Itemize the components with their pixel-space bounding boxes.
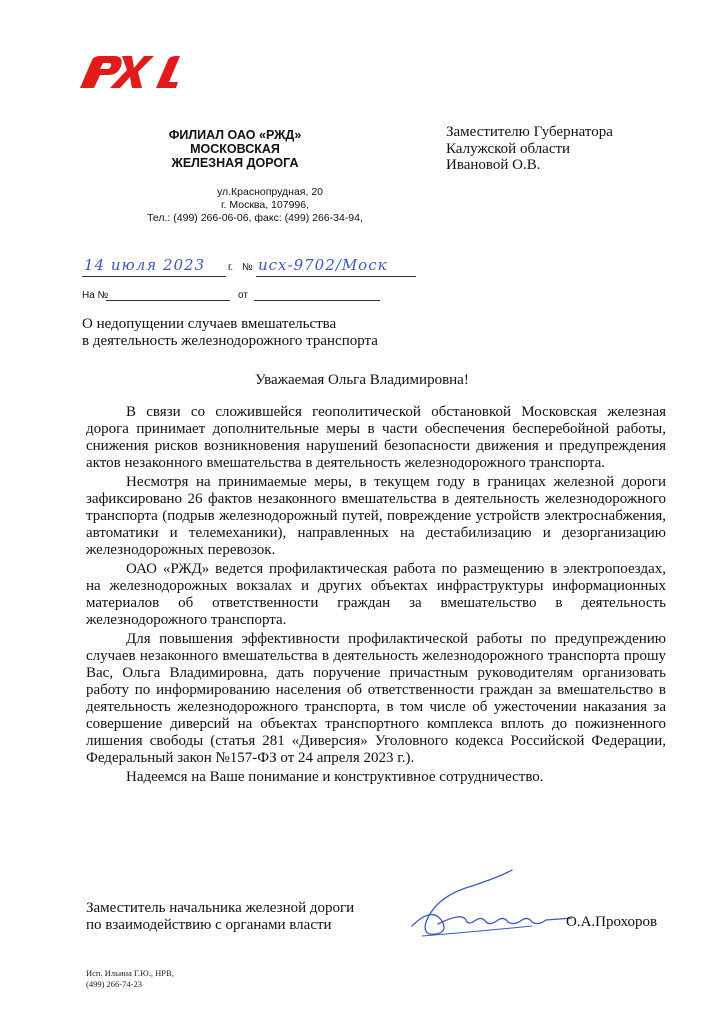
position-line-1: Заместитель начальника железной дороги (86, 900, 355, 916)
paragraph-2: Несмотря на принимаемые меры, в текущем году в границах железной дороги зафиксировано 26 фактов незаконного вмешательства в деятельность железнодорожного транспорта (подрыв железнодорожный путей, повреждение устройств электроснабжения, автоматики и телемеханики), направленных на дестабилизацию и дезорганизацию железнодорожных перевозок. (86, 474, 666, 558)
sender-block (110, 128, 360, 170)
address-street: ул.Краснопрудная, 20 (216, 186, 324, 198)
executor-name: Исп. Ильина Г.Ю., НРВ, (86, 968, 174, 978)
paragraph-1: В связи со сложившейся геополитической обстановкой Московская железная дорога принимает дополнительные меры в части обеспечения бесперебойной работы, снижения рисков возникновения нарушений безопасности движения и предупреждения актов незаконного вмешательства в деятельность железнодорожного транспорта. (86, 404, 666, 471)
rzd-logo (76, 48, 182, 90)
number-label: № (242, 262, 253, 273)
ref-label: На № (82, 290, 109, 301)
sender-line-3: ЖЕЛЕЗНАЯ ДОРОГА (171, 156, 299, 170)
executor-info (86, 968, 174, 990)
executor-phone: (499) 266-74-23 (86, 979, 142, 989)
recipient-line-1: Заместителю Губернатора (446, 124, 613, 140)
sender-line-1: ФИЛИАЛ ОАО «РЖД» (168, 128, 302, 142)
from-label: от (238, 290, 248, 301)
registration-line (82, 256, 482, 280)
year-suffix: г. (228, 262, 234, 273)
sender-address (100, 186, 410, 225)
date-underline (82, 276, 226, 277)
subject-line-1: О недопущении случаев вмешательства (82, 316, 337, 332)
sender-line-2: МОСКОВСКАЯ (190, 142, 280, 156)
paragraph-4: Для повышения эффективности профилактической работы по предупреждению случаев незаконного вмешательства в деятельность железнодорожного транспорта прошу Вас, Ольга Владимировна, дать поручение причастным руководителям организовать работу по информированию населения об ответственности граждан за вмешательство в деятельность железнодорожного транспорта, в том числе об ужесточении наказания за совершение диверсий на объектах транспортного комплекса вплоть до пожизненного лишения свободы (статья 281 «Диверсия» Уголовного кодекса Российской Федерации, Федеральный закон №157-ФЗ от 24 апреля 2023 г.). (86, 631, 666, 766)
number-underline (256, 276, 416, 277)
letter-body (86, 404, 666, 788)
address-city: г. Москва, 107996, (220, 199, 310, 211)
paragraph-3: ОАО «РЖД» ведется профилактическая работа по размещению в электропоездах, на железнодорожных вокзалах и других объектах инфраструктуры информационных материалов об ответственности граждан за вмешательство в деятельность железнодорожного транспорта. (86, 561, 666, 628)
recipient-block (446, 124, 706, 174)
handwritten-date: 14 июля 2023 (84, 256, 206, 274)
ref-number-blank (106, 300, 230, 301)
recipient-line-2: Калужской области (446, 140, 571, 157)
position-line-2: по взаимодействию с органами власти (86, 916, 332, 933)
subject (82, 316, 502, 349)
ref-date-blank (254, 300, 380, 301)
paragraph-5: Надеемся на Ваше понимание и конструктивное сотрудничество. (126, 769, 544, 785)
subject-line-2: в деятельность железнодорожного транспорта (82, 332, 378, 349)
handwritten-number: исх-9702/Моск (258, 256, 388, 274)
address-phone: Тел.: (499) 266-06-06, факс: (499) 266-34-94, (147, 212, 363, 224)
handwritten-signature (402, 866, 582, 946)
signatory-position (86, 900, 386, 933)
salutation: Уважаемая Ольга Владимировна! (255, 372, 469, 388)
signatory-name: О.А.Прохоров (566, 914, 658, 930)
recipient-line-3: Ивановой О.В. (446, 157, 541, 173)
reference-line (82, 290, 402, 304)
